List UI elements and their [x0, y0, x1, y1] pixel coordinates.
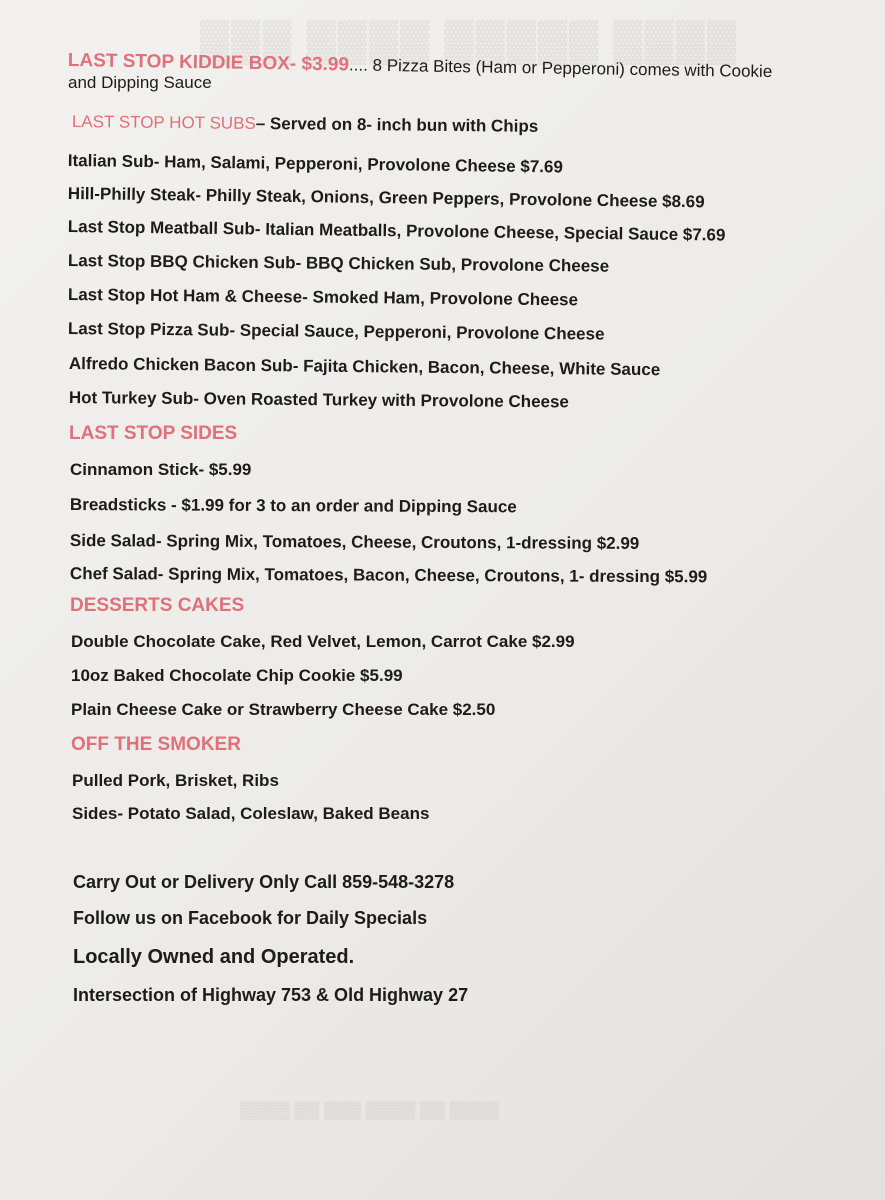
- smoker-item: Pulled Pork, Brisket, Ribs: [72, 771, 279, 790]
- sub-item: Hill-Philly Steak- Philly Steak, Onions, Green Peppers, Provolone Cheese $8.69: [67, 184, 705, 212]
- bleed-through-title: ▓▓▓ ▓▓▓▓ ▓▓▓▓▓ ▓▓▓▓: [200, 18, 738, 62]
- smoker-item: Sides- Potato Salad, Coleslaw, Baked Beans: [72, 804, 430, 823]
- sub-item: Last Stop Meatball Sub- Italian Meatballs, Provolone Cheese, Special Sauce $7.69: [67, 217, 726, 245]
- sub-item: Last Stop Pizza Sub- Special Sauce, Pepperoni, Provolone Cheese: [67, 319, 605, 344]
- smoker-heading: OFF THE SMOKER: [71, 734, 241, 755]
- side-item: Chef Salad- Spring Mix, Tomatoes, Bacon, Cheese, Croutons, 1- dressing $5.99: [69, 564, 708, 587]
- desserts-heading: DESSERTS CAKES: [70, 595, 245, 616]
- sub-item: Italian Sub- Ham, Salami, Pepperoni, Provolone Cheese $7.69: [67, 151, 564, 177]
- kiddie-box-heading: LAST STOP KIDDIE BOX- $3.99: [67, 50, 350, 76]
- dessert-item: Plain Cheese Cake or Strawberry Cheese Cake $2.50: [71, 700, 496, 719]
- subs-heading: LAST STOP HOT SUBS: [71, 112, 256, 133]
- sub-item: Alfredo Chicken Bacon Sub- Fajita Chicken, Bacon, Cheese, White Sauce: [68, 354, 661, 380]
- contact-line: Carry Out or Delivery Only Call 859-548-3278: [73, 872, 455, 892]
- subs-note: – Served on 8- inch bun with Chips: [255, 113, 539, 136]
- facebook-line: Follow us on Facebook for Daily Specials: [73, 908, 428, 928]
- dessert-item: Double Chocolate Cake, Red Velvet, Lemon, Carrot Cake $2.99: [71, 632, 575, 651]
- side-item: Side Salad- Spring Mix, Tomatoes, Cheese, Croutons, 1-dressing $2.99: [69, 531, 640, 553]
- owned-line: Locally Owned and Operated.: [73, 946, 355, 968]
- kiddie-box-text-2: and Dipping Sauce: [68, 73, 212, 92]
- sides-heading: LAST STOP SIDES: [69, 423, 238, 444]
- sub-item: Last Stop Hot Ham & Cheese- Smoked Ham, Provolone Cheese: [67, 285, 579, 310]
- side-item: Cinnamon Stick- $5.99: [70, 460, 252, 479]
- subs-heading-line: [72, 112, 539, 137]
- dessert-item: 10oz Baked Chocolate Chip Cookie $5.99: [71, 666, 403, 685]
- kiddie-box-text: .... 8 Pizza Bites (Ham or Pepperoni) comes with Cookie: [348, 55, 773, 82]
- bleed-through-footer: ▓▓▓▓ ▓▓ ▓▓▓ ▓▓▓▓ ▓▓ ▓▓▓▓: [240, 1100, 500, 1119]
- sub-item: Hot Turkey Sub- Oven Roasted Turkey with Provolone Cheese: [68, 388, 570, 412]
- sub-item: Last Stop BBQ Chicken Sub- BBQ Chicken Sub, Provolone Cheese: [67, 251, 610, 276]
- side-item: Breadsticks - $1.99 for 3 to an order and Dipping Sauce: [69, 495, 517, 517]
- location-line: Intersection of Highway 753 & Old Highway 27: [73, 985, 469, 1005]
